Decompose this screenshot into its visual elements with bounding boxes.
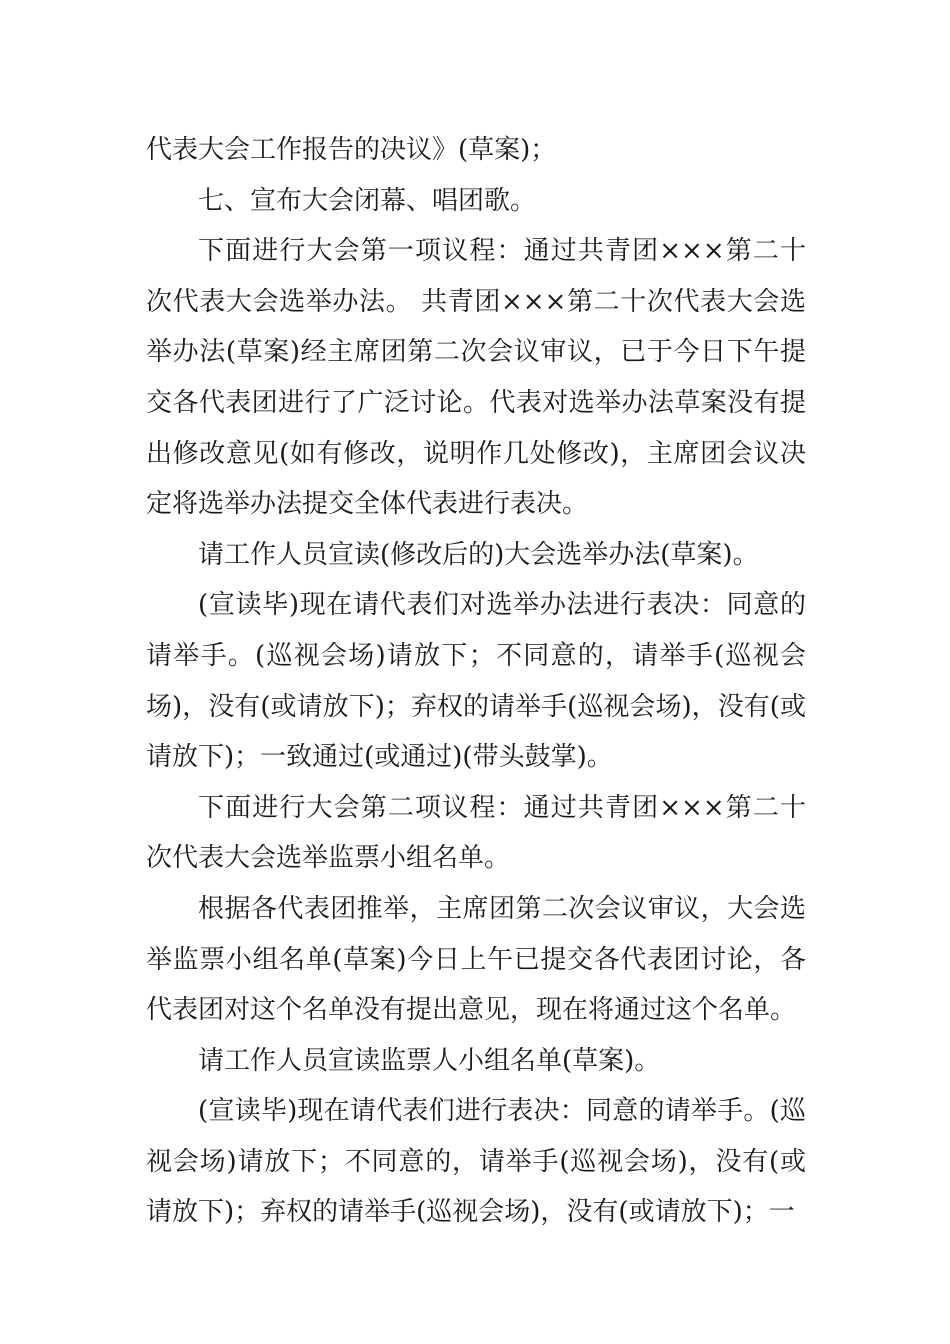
paragraph-8: 请工作人员宣读监票人小组名单(草案)。	[198, 1045, 661, 1076]
paragraph-1: 代表大会工作报告的决议》(草案)；	[146, 135, 557, 165]
paragraph-7: 根据各代表团推举，主席团第二次会议审议，大会选举监票小组名单(草案)今日上午已提交各代表团讨论，各代表团对这个名单没有提出意见，现在将通过这个名单。	[146, 893, 806, 1026]
document-body	[146, 125, 806, 1238]
paragraph-3: 下面进行大会第一项议程：通过共青团×××第二十次代表大会选举办法。 共青团×××第二十次代表大会选举办法(草案)经主席团第二次会议审议，已于今日下午提交各代表团进行了广泛讨论。代表对选举办法草案没有提出修改意见(如有修改，说明作几处修改)，主席团会议决定将选举办法提交全体代表进行表决。	[146, 236, 806, 520]
paragraph-6: 下面进行大会第二项议程：通过共青团×××第二十次代表大会选举监票小组名单。	[146, 792, 806, 874]
paragraph-5: (宣读毕)现在请代表们对选举办法进行表决：同意的请举手。(巡视会场)请放下；不同意的，请举手(巡视会场)，没有(或请放下)；弃权的请举手(巡视会场)，没有(或请放下)；一致通过(或通过)(带头鼓掌)。	[146, 590, 806, 773]
paragraph-9: (宣读毕)现在请代表们进行表决：同意的请举手。(巡视会场)请放下；不同意的，请举手(巡视会场)，没有(或请放下)；弃权的请举手(巡视会场)，没有(或请放下)；一	[146, 1096, 806, 1228]
paragraph-4: 请工作人员宣读(修改后的)大会选举办法(草案)。	[198, 539, 759, 570]
paragraph-2: 七、宣布大会闭幕、唱团歌。	[198, 185, 537, 216]
